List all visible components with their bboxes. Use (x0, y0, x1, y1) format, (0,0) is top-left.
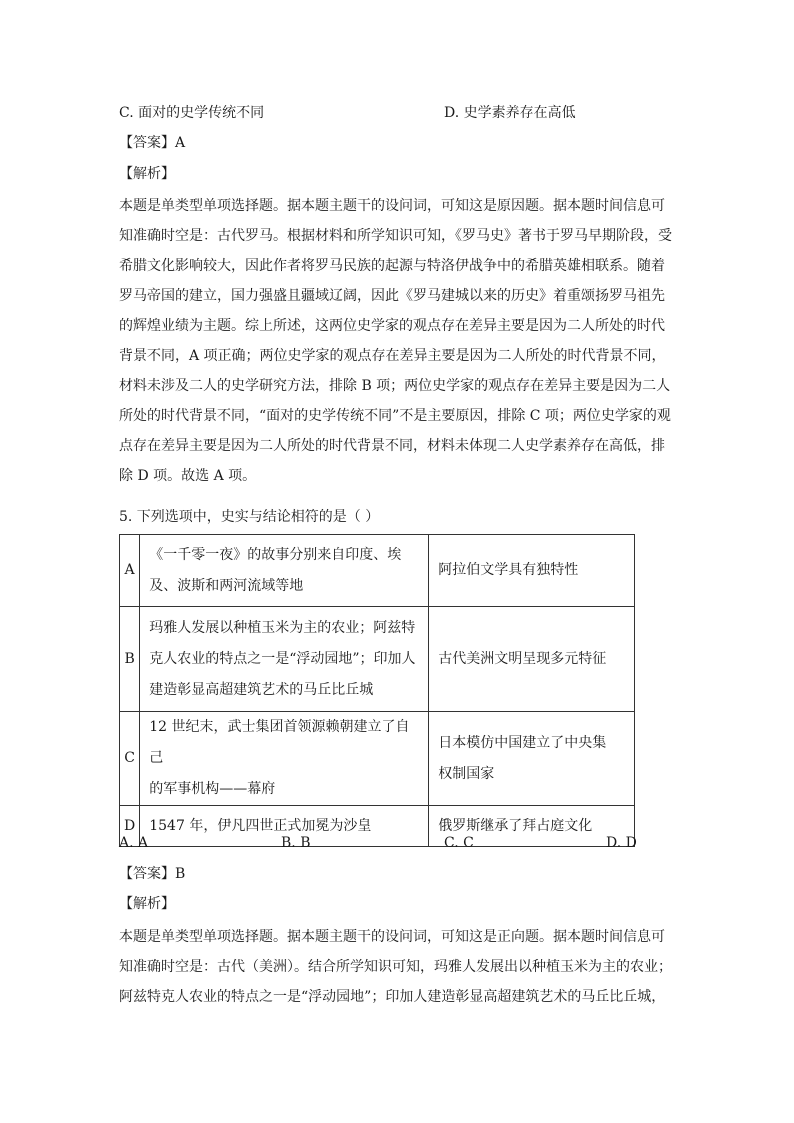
table-row (120, 607, 635, 712)
fact-cell (140, 607, 429, 712)
conclusion-cell (429, 712, 635, 806)
conclusion-line: 权制国家 (438, 765, 495, 782)
answer-option-a: A. A (119, 835, 149, 851)
answer-option-d: D. D (606, 835, 637, 851)
fact-line: 12 世纪末，武士集团首领源赖朝建立了自己 (149, 719, 410, 766)
q4-option-d: D. 史学素养存在高低 (444, 105, 576, 121)
fact-line: 及、波斯和两河流域等地 (149, 577, 304, 594)
analysis-line: 点存在差异主要是因为二人所处的时代背景不同，材料未体现二人史学素养存在高低，排 (119, 438, 665, 454)
q5-analysis-text (119, 922, 672, 1012)
fact-line: 的军事机构——幕府 (149, 781, 276, 797)
analysis-line: 希腊文化影响较大，因此作者将罗马民族的起源与特洛伊战争中的希腊英雄相联系。随着 (119, 258, 665, 274)
analysis-line: 材料未涉及二人的史学研究方法，排除 B 项；两位史学家的观点存在差异主要是因为二人 (119, 378, 671, 394)
q5-answer: 【答案】B (119, 866, 186, 882)
analysis-line: 知准确时空是：古代罗马。根据材料和所学知识可知，《罗马史》著书于罗马早期阶段，受 (119, 228, 672, 244)
q5-options-table (119, 534, 635, 847)
fact-line: 1547 年，伊凡四世正式加冕为沙皇 (149, 817, 372, 834)
answer-option-b: B. B (281, 835, 311, 851)
analysis-line: 本题是单类型单项选择题。据本题主题干的设问词，可知这是原因题。据本题时间信息可 (119, 198, 665, 214)
conclusion-line: 古代美洲文明呈现多元特征 (438, 650, 607, 667)
q4-option-c: C. 面对的史学传统不同 (119, 105, 265, 121)
table-row (120, 712, 635, 806)
fact-cell (140, 535, 429, 607)
q4-answer: 【答案】A (119, 135, 186, 151)
conclusion-line: 阿拉伯文学具有独特性 (438, 562, 579, 578)
row-key: D (120, 806, 140, 847)
q4-analysis-text (119, 191, 672, 491)
fact-line: 玛雅人发展以种植玉米为主的农业；阿兹特 (149, 619, 416, 636)
analysis-line: 的辉煌业绩为主题。综上所述，这两位史学家的观点存在差异主要是因为二人所处的时代 (119, 318, 665, 334)
analysis-line: 背景不同，A 项正确；两位史学家的观点存在差异主要是因为二人所处的时代背景不同， (119, 348, 666, 364)
analysis-line: 本题是单类型单项选择题。据本题主题干的设问词，可知这是正向题。据本题时间信息可 (119, 929, 665, 945)
conclusion-line: 日本模仿中国建立了中央集 (438, 734, 607, 751)
q5-stem: 5. 下列选项中，史实与结论相符的是（ ） (119, 509, 380, 525)
analysis-line: 阿兹特克人农业的特点之一是“浮动园地”；印加人建造彰显高超建筑艺术的马丘比丘城， (119, 989, 666, 1005)
answer-option-c: C. C (444, 835, 474, 851)
analysis-line: 罗马帝国的建立，国力强盛且疆域辽阔，因此《罗马建城以来的历史》着重颂扬罗马祖先 (119, 288, 665, 304)
q4-analysis-label: 【解析】 (119, 166, 175, 182)
q5-answer-options (119, 833, 639, 853)
table-row (120, 535, 635, 607)
analysis-line: 除 D 项。故选 A 项。 (119, 468, 257, 484)
q5-analysis-label: 【解析】 (119, 896, 175, 912)
conclusion-line: 俄罗斯继承了拜占庭文化 (438, 817, 593, 834)
q4-options-row (119, 103, 679, 123)
conclusion-cell (429, 607, 635, 712)
analysis-line: 所处的时代背景不同，“面对的史学传统不同”不是主要原因，排除 C 项；两位史学家的观 (119, 408, 671, 424)
row-key: A (120, 535, 140, 607)
fact-cell (140, 712, 429, 806)
row-key: B (120, 607, 140, 712)
row-key: C (120, 712, 140, 806)
fact-line: 克人农业的特点之一是“浮动园地”；印加人 (149, 650, 416, 667)
fact-line: 《一千零一夜》的故事分别来自印度、埃 (149, 546, 402, 563)
conclusion-cell (429, 535, 635, 607)
fact-line: 建造彰显高超建筑艺术的马丘比丘城 (149, 681, 374, 698)
analysis-line: 知准确时空是：古代（美洲）。结合所学知识可知，玛雅人发展出以种植玉米为主的农业； (119, 959, 672, 975)
